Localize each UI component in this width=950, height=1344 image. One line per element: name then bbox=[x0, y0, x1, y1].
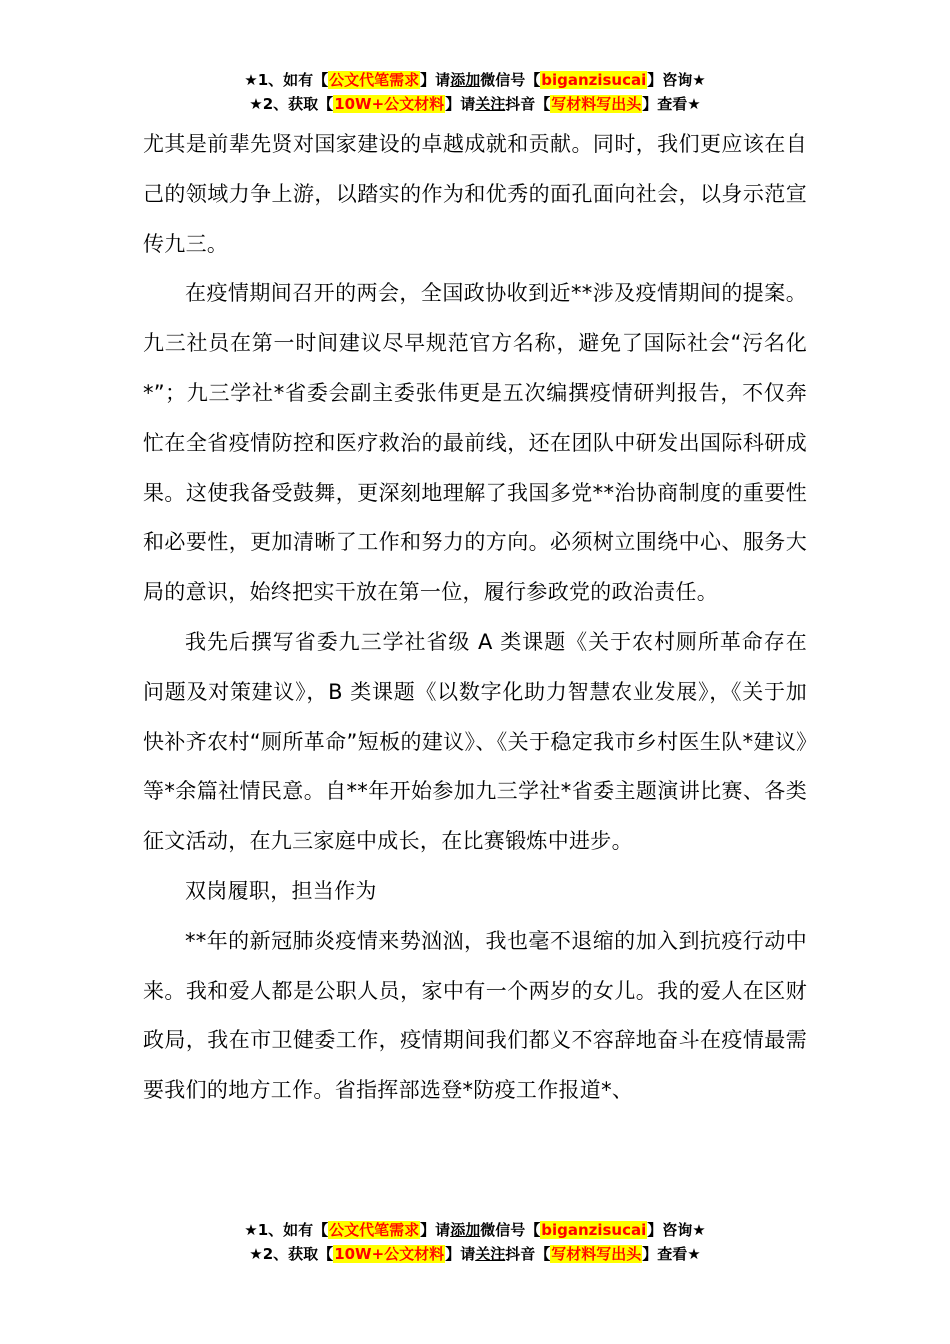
paragraph-4: **年的新冠肺炎疫情来势汹汹，我也毫不退缩的加入到抗疫行动中来。我和爱人都是公职人员，家中有一个两岁的女儿。我的爱人在区财政局，我在市卫健委工作，疫情期间我们都义不容辞地奋斗在疫情最需要我们的地方工作。省指挥部选登*防疫工作报道*、 bbox=[143, 928, 807, 1103]
banner-text: 】咨询★ bbox=[647, 1221, 706, 1239]
banner-text: 抖音【 bbox=[505, 95, 551, 113]
highlight-douyin-account: 写材料写出头 bbox=[551, 95, 642, 113]
banner-text: 】请 bbox=[420, 71, 451, 89]
highlight-wechat-id: biganzisucai bbox=[541, 71, 647, 89]
banner-text: 】请 bbox=[420, 1221, 451, 1239]
banner-underline: 添加 bbox=[450, 71, 481, 89]
banner-text: 】请 bbox=[445, 95, 476, 113]
banner-underline: 关注 bbox=[475, 95, 506, 113]
banner-line-1 bbox=[0, 68, 950, 92]
banner-text: 】查看★ bbox=[642, 95, 701, 113]
highlight-service: 公文代笔需求 bbox=[329, 71, 420, 89]
banner-underline: 关注 bbox=[475, 1245, 506, 1263]
banner-text: ★2、获取【 bbox=[249, 95, 334, 113]
paragraph-1: 尤其是前辈先贤对国家建设的卓越成就和贡献。同时，我们更应该在自己的领域力争上游，以踏实的作为和优秀的面孔面向社会，以身示范宣传九三。 bbox=[143, 132, 807, 256]
document-body bbox=[143, 120, 807, 1116]
banner-text: ★2、获取【 bbox=[249, 1245, 334, 1263]
paragraph-3: 我先后撰写省委九三学社省级 A 类课题《关于农村厕所革命存在问题及对策建议》，B 类课题《以数字化助力智慧农业发展》，《关于加快补齐农村“厕所革命”短板的建议》、《关于稳定我市乡村医生队*建议》等*余篇社情民意。自**年开始参加九三学社*省委主题演讲比赛、各类征文活动，在九三家庭中成长，在比赛锻炼中进步。 bbox=[143, 629, 807, 854]
highlight-wechat-id: biganzisucai bbox=[541, 1221, 647, 1239]
banner-line-2 bbox=[0, 92, 950, 116]
banner-text: ★1、如有【 bbox=[244, 71, 329, 89]
banner-text: 抖音【 bbox=[505, 1245, 551, 1263]
highlight-service: 公文代笔需求 bbox=[329, 1221, 420, 1239]
banner-text: 】咨询★ bbox=[647, 71, 706, 89]
banner-line-1 bbox=[0, 1218, 950, 1242]
banner-text: 微信号【 bbox=[480, 71, 541, 89]
highlight-materials: 10W+公文材料 bbox=[334, 95, 445, 113]
highlight-materials: 10W+公文材料 bbox=[334, 1245, 445, 1263]
paragraph-2: 在疫情期间召开的两会，全国政协收到近**涉及疫情期间的提案。九三社员在第一时间建议尽早规范官方名称，避免了国际社会“污名化*”；九三学社*省委会副主委张伟更是五次编撰疫情研判报告，不仅奔忙在全省疫情防控和医疗救治的最前线，还在团队中研发出国际科研成果。这使我备受鼓舞，更深刻地理解了我国多党**治协商制度的重要性和必要性，更加清晰了工作和努力的方向。必须树立围绕中心、服务大局的意识，始终把实干放在第一位，履行参政党的政治责任。 bbox=[143, 281, 807, 605]
footer-banner bbox=[0, 1218, 950, 1266]
banner-underline: 添加 bbox=[450, 1221, 481, 1239]
header-banner bbox=[0, 68, 950, 116]
banner-text: 】请 bbox=[445, 1245, 476, 1263]
highlight-douyin-account: 写材料写出头 bbox=[551, 1245, 642, 1263]
banner-line-2 bbox=[0, 1242, 950, 1266]
banner-text: 】查看★ bbox=[642, 1245, 701, 1263]
section-heading: 双岗履职，担当作为 bbox=[185, 878, 377, 903]
banner-text: ★1、如有【 bbox=[244, 1221, 329, 1239]
banner-text: 微信号【 bbox=[480, 1221, 541, 1239]
